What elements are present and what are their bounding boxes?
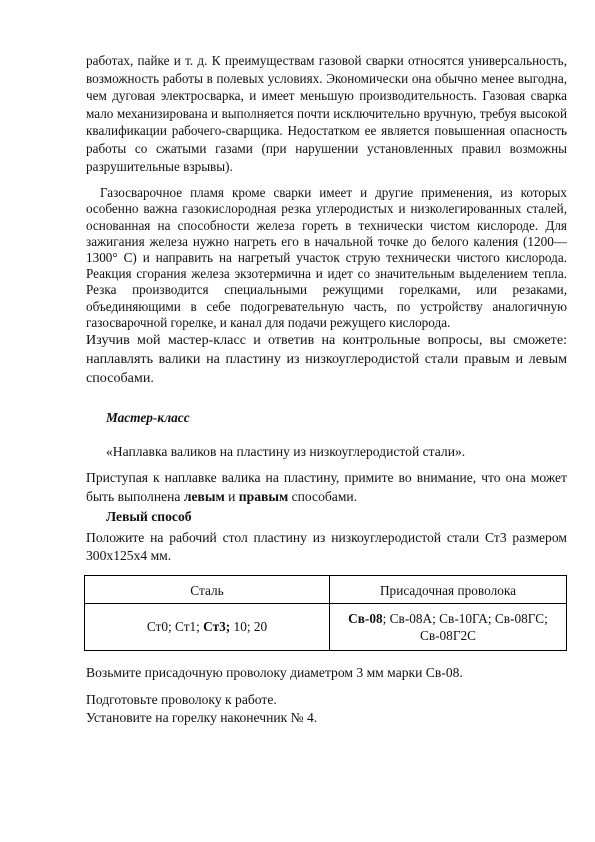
intro-text: Приступая к наплавке валика на пластину, примите во внимание, что она может быть выполнена (86, 469, 567, 504)
intro-conjunction: и (224, 488, 239, 504)
steel-grades-text: Ст0; Ст1; (146, 619, 204, 635)
intro-tail: способами. (288, 488, 358, 504)
paragraph-learning-goal: Изучив мой мастер-класс и ответив на контрольные вопросы, вы сможете: наплавлять валики на пластину из низкоуглеродистой стали правым и левым способами. (86, 331, 567, 386)
paragraph-place-plate: Положите на рабочий стол пластину из низкоуглеродистой стали Ст3 размером 300х125х4 мм. (86, 529, 567, 563)
paragraph-methods-intro (86, 468, 567, 506)
section-heading-master-class: Мастер-класс (106, 409, 190, 425)
table-cell-steel-grades (85, 603, 330, 650)
subheading-left-method: Левый способ (106, 508, 192, 524)
master-class-title: «Наплавка валиков на пластину из низкоуглеродистой стали». (106, 443, 466, 459)
wire-grades-tail: ; Св-08А; Св-10ГА; Св-08ГС; Св-08Г2С (382, 610, 548, 643)
paragraph-gas-cutting: Газосварочное пламя кроме сварки имеет и другие применения, из которых особенно важна газокислородная резка углеродистых и низколегированных сталей, основанная на способности железа гореть в технически чистом кислороде. Для зажигания железа нужно нагреть его в начальной точке до белого каления (1200—1300° С) и направить на нагретый участок струю технически чистого кислорода. Реакция сгорания железа экзотермична и идет со значительным выделением тепла. Резка производится специальными режущими горелками, или резаками, объединяющими в себе подогревательную часть, по устройству аналогичную газосварочной горелке, и канал для подачи режущего кислорода. (86, 185, 567, 330)
intro-right-word: правым (238, 488, 289, 504)
paragraph-install-tip: Установите на горелку наконечник № 4. (86, 709, 318, 725)
steel-wire-table (84, 575, 567, 651)
table-header-row (85, 575, 567, 603)
paragraph-prepare-wire: Подготовьте проволоку к работе. (86, 691, 277, 707)
steel-grades-tail: 10; 20 (230, 619, 268, 635)
table-cell-wire-grades (330, 603, 567, 650)
table-header-filler-wire: Присадочная проволока (330, 575, 567, 603)
steel-grade-selected: Ст3; (203, 619, 231, 635)
table-header-steel: Сталь (85, 575, 330, 603)
document-page (86, 52, 567, 727)
paragraph-gas-welding-advantages: работах, пайке и т. д. К преимуществам газовой сварки относятся универсальность, возможность работы в полевых условиях. Экономически она обычно менее выгодна, чем дуговая электросварка, и имеет меньшую производительность. Газовая сварка мало механизирована и выполняется почти исключительно вручную, требуя высокой квалификации рабочего-сварщика. Недостатком ее является повышенная опасность работы со сжатыми газами (при нарушении установленных правил возможны разрушительные взрывы). (86, 53, 567, 174)
paragraph-take-wire: Возьмите присадочную проволоку диаметром 3 мм марки Св-08. (86, 664, 463, 680)
table-row (85, 603, 567, 650)
intro-left-word: левым (183, 488, 225, 504)
wire-grade-selected: Св-08 (348, 610, 383, 626)
